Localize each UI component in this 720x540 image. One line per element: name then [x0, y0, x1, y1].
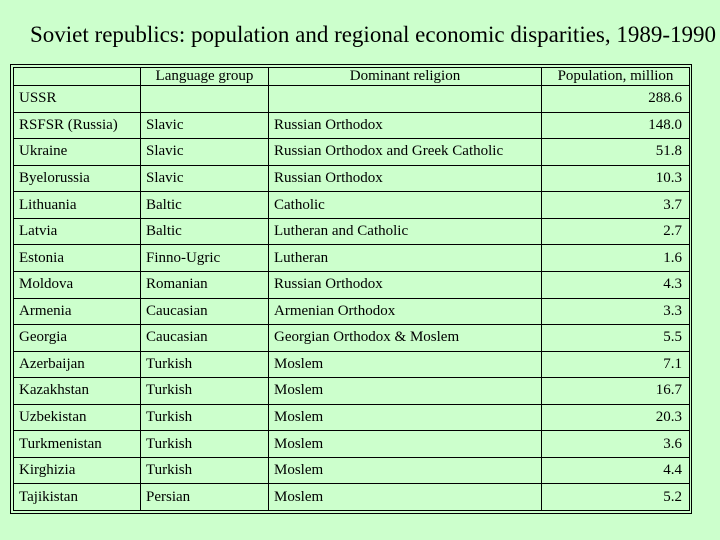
slide-title: Soviet republics: population and regional economic disparities, 1989-1990	[30, 22, 717, 47]
language-group-cell: Slavic	[141, 112, 269, 139]
table-row	[14, 165, 690, 192]
header-cell-dominant-religion: Dominant religion	[269, 68, 542, 86]
header-cell-language-group: Language group	[141, 68, 269, 86]
republic-cell: Azerbaijan	[14, 351, 141, 378]
language-group-cell: Persian	[141, 484, 269, 511]
population-cell: 288.6	[542, 86, 690, 113]
dominant-religion-cell: Moslem	[269, 457, 542, 484]
table-row	[14, 484, 690, 511]
republic-cell: Armenia	[14, 298, 141, 325]
dominant-religion-cell: Catholic	[269, 192, 542, 219]
dominant-religion-cell	[269, 86, 542, 113]
dominant-religion-cell: Moslem	[269, 351, 542, 378]
table-row	[14, 378, 690, 405]
population-cell: 148.0	[542, 112, 690, 139]
republic-cell: Tajikistan	[14, 484, 141, 511]
republic-cell: Estonia	[14, 245, 141, 272]
language-group-cell: Turkish	[141, 378, 269, 405]
table-row	[14, 245, 690, 272]
republic-cell: RSFSR (Russia)	[14, 112, 141, 139]
table-body	[14, 86, 690, 511]
language-group-cell: Caucasian	[141, 325, 269, 352]
republic-cell: Uzbekistan	[14, 404, 141, 431]
republics-table	[13, 67, 690, 511]
table-row	[14, 404, 690, 431]
dominant-religion-cell: Russian Orthodox	[269, 112, 542, 139]
dominant-religion-cell: Moslem	[269, 484, 542, 511]
language-group-cell: Baltic	[141, 192, 269, 219]
header-cell-republic	[14, 68, 141, 86]
population-cell: 4.3	[542, 271, 690, 298]
dominant-religion-cell: Moslem	[269, 404, 542, 431]
population-cell: 5.2	[542, 484, 690, 511]
language-group-cell: Caucasian	[141, 298, 269, 325]
population-cell: 20.3	[542, 404, 690, 431]
republic-cell: USSR	[14, 86, 141, 113]
table-row	[14, 325, 690, 352]
language-group-cell: Finno-Ugric	[141, 245, 269, 272]
republic-cell: Kazakhstan	[14, 378, 141, 405]
table-row	[14, 192, 690, 219]
population-cell: 3.7	[542, 192, 690, 219]
population-cell: 2.7	[542, 218, 690, 245]
language-group-cell: Turkish	[141, 404, 269, 431]
language-group-cell: Turkish	[141, 457, 269, 484]
population-cell: 1.6	[542, 245, 690, 272]
table-row	[14, 298, 690, 325]
language-group-cell: Romanian	[141, 271, 269, 298]
republic-cell: Moldova	[14, 271, 141, 298]
language-group-cell: Slavic	[141, 165, 269, 192]
population-cell: 16.7	[542, 378, 690, 405]
table-row	[14, 86, 690, 113]
population-cell: 3.6	[542, 431, 690, 458]
dominant-religion-cell: Lutheran and Catholic	[269, 218, 542, 245]
dominant-religion-cell: Armenian Orthodox	[269, 298, 542, 325]
language-group-cell: Turkish	[141, 431, 269, 458]
population-cell: 3.3	[542, 298, 690, 325]
table-row	[14, 218, 690, 245]
republic-cell: Ukraine	[14, 139, 141, 166]
language-group-cell: Turkish	[141, 351, 269, 378]
table-row	[14, 112, 690, 139]
language-group-cell: Slavic	[141, 139, 269, 166]
language-group-cell: Baltic	[141, 218, 269, 245]
table-row	[14, 431, 690, 458]
dominant-religion-cell: Moslem	[269, 378, 542, 405]
republic-cell: Georgia	[14, 325, 141, 352]
republic-cell: Kirghizia	[14, 457, 141, 484]
table-row	[14, 139, 690, 166]
table-row	[14, 271, 690, 298]
republic-cell: Latvia	[14, 218, 141, 245]
header-cell-population: Population, million	[542, 68, 690, 86]
table-row	[14, 457, 690, 484]
dominant-religion-cell: Lutheran	[269, 245, 542, 272]
population-cell: 7.1	[542, 351, 690, 378]
population-cell: 10.3	[542, 165, 690, 192]
republic-cell: Lithuania	[14, 192, 141, 219]
population-cell: 4.4	[542, 457, 690, 484]
republic-cell: Turkmenistan	[14, 431, 141, 458]
dominant-religion-cell: Russian Orthodox and Greek Catholic	[269, 139, 542, 166]
population-cell: 5.5	[542, 325, 690, 352]
table-header-row	[14, 68, 690, 86]
language-group-cell	[141, 86, 269, 113]
dominant-religion-cell: Moslem	[269, 431, 542, 458]
table-row	[14, 351, 690, 378]
dominant-religion-cell: Russian Orthodox	[269, 165, 542, 192]
republic-cell: Byelorussia	[14, 165, 141, 192]
dominant-religion-cell: Georgian Orthodox & Moslem	[269, 325, 542, 352]
dominant-religion-cell: Russian Orthodox	[269, 271, 542, 298]
table-frame	[10, 64, 692, 514]
population-cell: 51.8	[542, 139, 690, 166]
